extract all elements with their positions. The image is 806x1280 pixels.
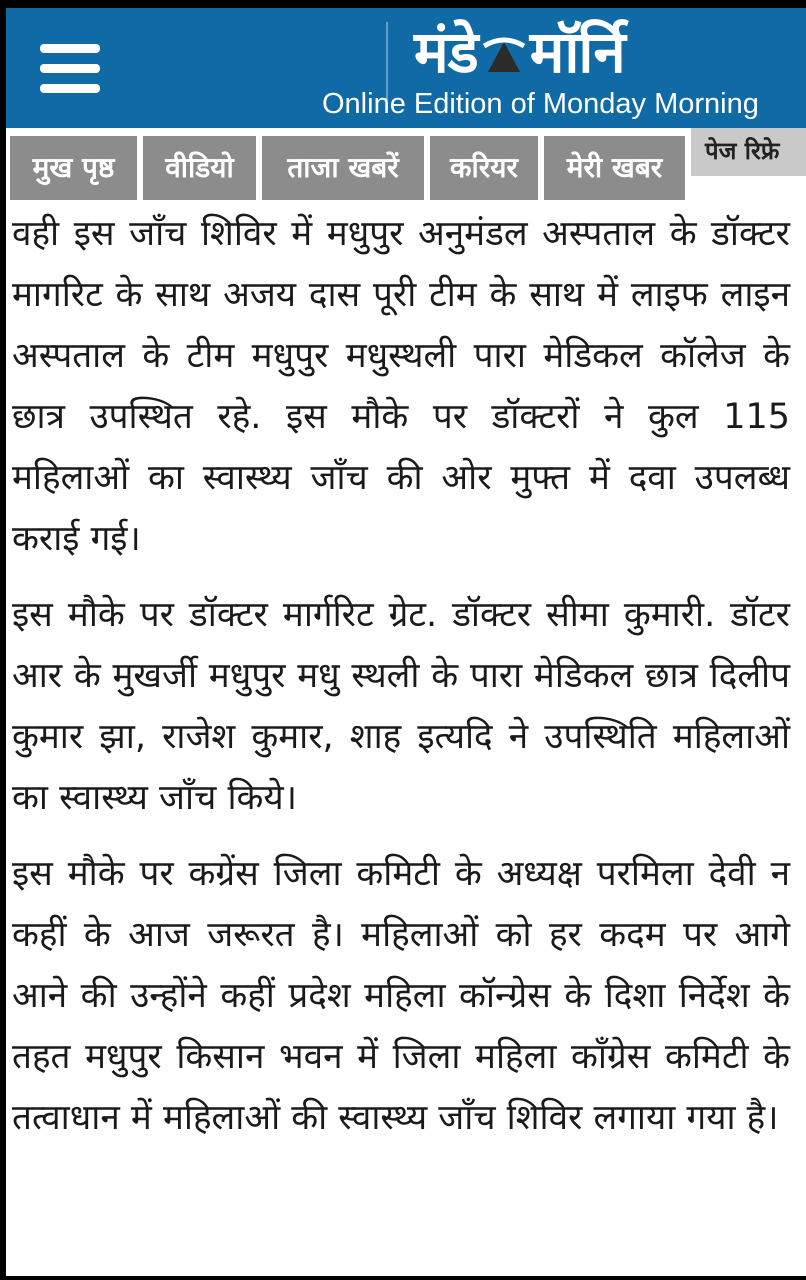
hamburger-menu-icon[interactable] — [40, 42, 100, 96]
article-paragraph: इस मौके पर डॉक्टर मार्गरिट ग्रेट. डॉक्टर सीमा कुमारी. डॉटर आर के मुखर्जी मधुपुर मधु स्थली के पारा मेडिकल छात्र दिलीप कुमार झा, राजेश कुमार, शाह इत्यदि ने उपस्थिति महिलाओं का स्वास्थ्य जाँच किये। — [12, 595, 790, 818]
app-screen — [6, 0, 806, 1280]
article-paragraph: वही इस जाँच शिविर में मधुपुर अनुमंडल अस्पताल के डॉक्टर मागरिट के साथ अजय दास पूरी टीम के साथ में लाइफ लाइन अस्पताल के टीम मधुपुर मधुस्थली पारा मेडिकल कॉलेज के छात्र उपस्थित रहे. इस मौके पर डॉक्टरों ने कुल 115 महिलाओं का स्वास्थ्य जाँच की ओर मुफ्त में दवा उपलब्ध कराई गई। — [12, 214, 790, 559]
site-tagline: Online Edition of Monday Morning — [322, 88, 759, 120]
tab-my-news[interactable]: मेरी खबर — [544, 136, 685, 200]
tab-page-refresh[interactable]: पेज रिफ्रे — [691, 128, 806, 176]
tab-latest-news[interactable]: ताजा खबरें — [262, 136, 424, 200]
logo-bell-icon — [482, 36, 526, 76]
menu-bar-line — [40, 64, 100, 73]
logo-text-part2: मॉर्नि — [529, 18, 625, 86]
site-logo[interactable] — [414, 16, 625, 88]
menu-bar-line — [40, 84, 100, 93]
site-header — [6, 8, 806, 128]
logo-text-part1: मंडे — [414, 18, 478, 86]
status-bar — [6, 0, 806, 8]
tab-career[interactable]: करियर — [430, 136, 538, 200]
article-body — [12, 204, 790, 1164]
menu-bar-line — [40, 44, 100, 53]
article-paragraph: इस मौके पर कग्रेंस जिला कमिटी के अध्यक्ष परमिला देवी न कहीं के आज जरूरत है। महिलाओं को हर कदम पर आगे आने की उन्होंने कहीं प्रदेश महिला कॉन्ग्रेस के दिशा निर्देश के तहत मधुपुर किसान भवन में जिला महिला कॉंग्रेस कमिटी के तत्वाधान में महिलाओं की स्वास्थ्य जाँच शिविर लगाया गया है। — [12, 854, 790, 1138]
nav-tabs — [6, 128, 806, 200]
bottom-edge — [6, 1276, 806, 1280]
tab-home[interactable]: मुख पृष्ठ — [10, 136, 137, 200]
tab-video[interactable]: वीडियो — [143, 136, 256, 200]
